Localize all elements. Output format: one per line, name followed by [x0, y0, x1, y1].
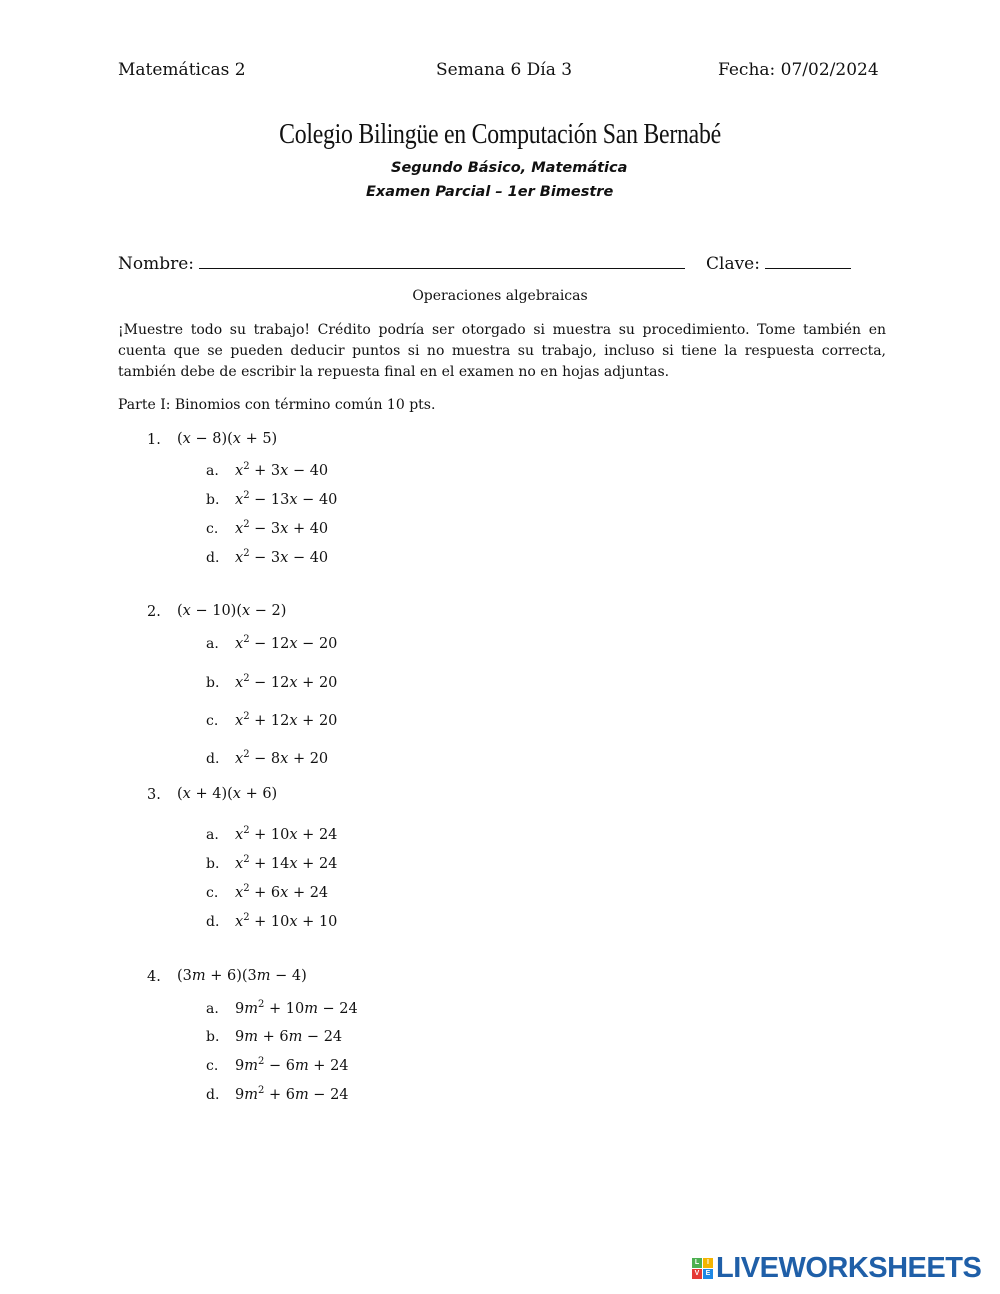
answer-option[interactable] — [206, 1026, 342, 1045]
option-letter: b. — [206, 492, 220, 508]
answer-option[interactable] — [206, 748, 328, 767]
option-expression: $9m^2 + 6m - 24$ — [235, 1085, 349, 1103]
answer-option[interactable] — [206, 460, 328, 479]
option-expression: $x^2 - 12x - 20$ — [235, 634, 338, 652]
option-letter: b. — [206, 856, 220, 872]
course-label: Matemáticas 2 — [118, 60, 246, 80]
option-letter: a. — [206, 636, 219, 652]
option-letter: a. — [206, 827, 219, 843]
option-letter: d. — [206, 914, 220, 930]
option-expression: $x^2 - 3x + 40$ — [235, 519, 329, 537]
option-letter: c. — [206, 713, 219, 729]
brand-name: LIVEWORKSHEETS — [716, 1252, 982, 1284]
option-letter: a. — [206, 463, 219, 479]
option-expression: $x^2 + 10x + 10$ — [235, 912, 338, 930]
option-expression: $x^2 + 14x + 24$ — [235, 854, 338, 872]
option-letter: a. — [206, 1001, 219, 1017]
liveworksheets-logo — [692, 1252, 981, 1285]
question-expression: (x − 10)(x − 2) — [177, 603, 287, 619]
part-title: Parte I: Binomios con término común 10 pts. — [118, 397, 436, 413]
option-letter: b. — [206, 675, 220, 691]
option-expression: $x^2 + 3x - 40$ — [235, 461, 329, 479]
name-field — [118, 251, 685, 274]
answer-option[interactable] — [206, 824, 337, 843]
question-number: 3. — [147, 787, 161, 803]
option-expression: $x^2 + 10x + 24$ — [235, 825, 338, 843]
question-number: 4. — [147, 969, 161, 985]
option-expression: $x^2 + 6x + 24$ — [235, 883, 329, 901]
code-field — [706, 251, 851, 274]
option-expression: $x^2 + 12x + 20$ — [235, 711, 338, 729]
option-letter: c. — [206, 885, 219, 901]
code-input-line[interactable] — [765, 251, 851, 269]
answer-option[interactable] — [206, 518, 328, 537]
logo-tile: E — [703, 1269, 713, 1279]
answer-option[interactable] — [206, 998, 358, 1017]
option-expression: $x^2 - 13x - 40$ — [235, 490, 338, 508]
logo-tile: L — [692, 1258, 702, 1268]
logo-tile: V — [692, 1269, 702, 1279]
answer-option[interactable] — [206, 489, 337, 508]
option-expression: $x^2 - 8x + 20$ — [235, 749, 329, 767]
grade-subtitle: Segundo Básico, Matemática — [391, 160, 628, 176]
question-expression: (x + 4)(x + 6) — [177, 786, 278, 802]
logo-tiles-icon — [692, 1258, 713, 1279]
answer-option[interactable] — [206, 633, 337, 652]
topic-heading: Operaciones algebraicas — [412, 288, 588, 304]
code-label: Clave: — [706, 254, 760, 274]
question-number: 2. — [147, 604, 161, 620]
instructions-paragraph: ¡Muestre todo su trabajo! Crédito podría ser otorgado si muestra su procedimiento. Tome también en cuenta que se pueden deducir puntos si no muestra su trabajo, incluso si tiene la respuesta correcta, también debe de escribir la repuesta final en el examen no en hojas adjuntas. — [118, 322, 886, 380]
name-input-line[interactable] — [199, 251, 685, 269]
answer-option[interactable] — [206, 853, 337, 872]
answer-option[interactable] — [206, 1055, 349, 1074]
option-letter: c. — [206, 521, 219, 537]
exam-subtitle: Examen Parcial – 1er Bimestre — [366, 184, 614, 200]
answer-option[interactable] — [206, 911, 337, 930]
answer-option[interactable] — [206, 882, 328, 901]
option-expression: $x^2 - 3x - 40$ — [235, 548, 329, 566]
option-letter: b. — [206, 1029, 220, 1045]
week-label: Semana 6 Día 3 — [436, 60, 573, 80]
option-expression: $x^2 - 12x + 20$ — [235, 673, 338, 691]
question-expression: (3m + 6)(3m − 4) — [177, 968, 307, 984]
question-number: 1. — [147, 432, 161, 448]
option-expression: $9m^2 - 6m + 24$ — [235, 1056, 349, 1074]
name-label: Nombre: — [118, 254, 195, 274]
option-letter: d. — [206, 550, 220, 566]
answer-option[interactable] — [206, 672, 337, 691]
answer-option[interactable] — [206, 547, 328, 566]
date-label: Fecha: 07/02/2024 — [718, 60, 879, 80]
option-expression: $9m^2 + 10m - 24$ — [235, 999, 358, 1017]
question-expression: (x − 8)(x + 5) — [177, 431, 278, 447]
answer-option[interactable] — [206, 1084, 349, 1103]
option-letter: d. — [206, 1087, 220, 1103]
logo-tile: I — [703, 1258, 713, 1268]
option-letter: c. — [206, 1058, 219, 1074]
answer-option[interactable] — [206, 710, 337, 729]
option-expression: 9m + 6m − 24 — [235, 1029, 343, 1045]
school-title: Colegio Bilingüe en Computación San Bernabé — [279, 118, 721, 150]
option-letter: d. — [206, 751, 220, 767]
